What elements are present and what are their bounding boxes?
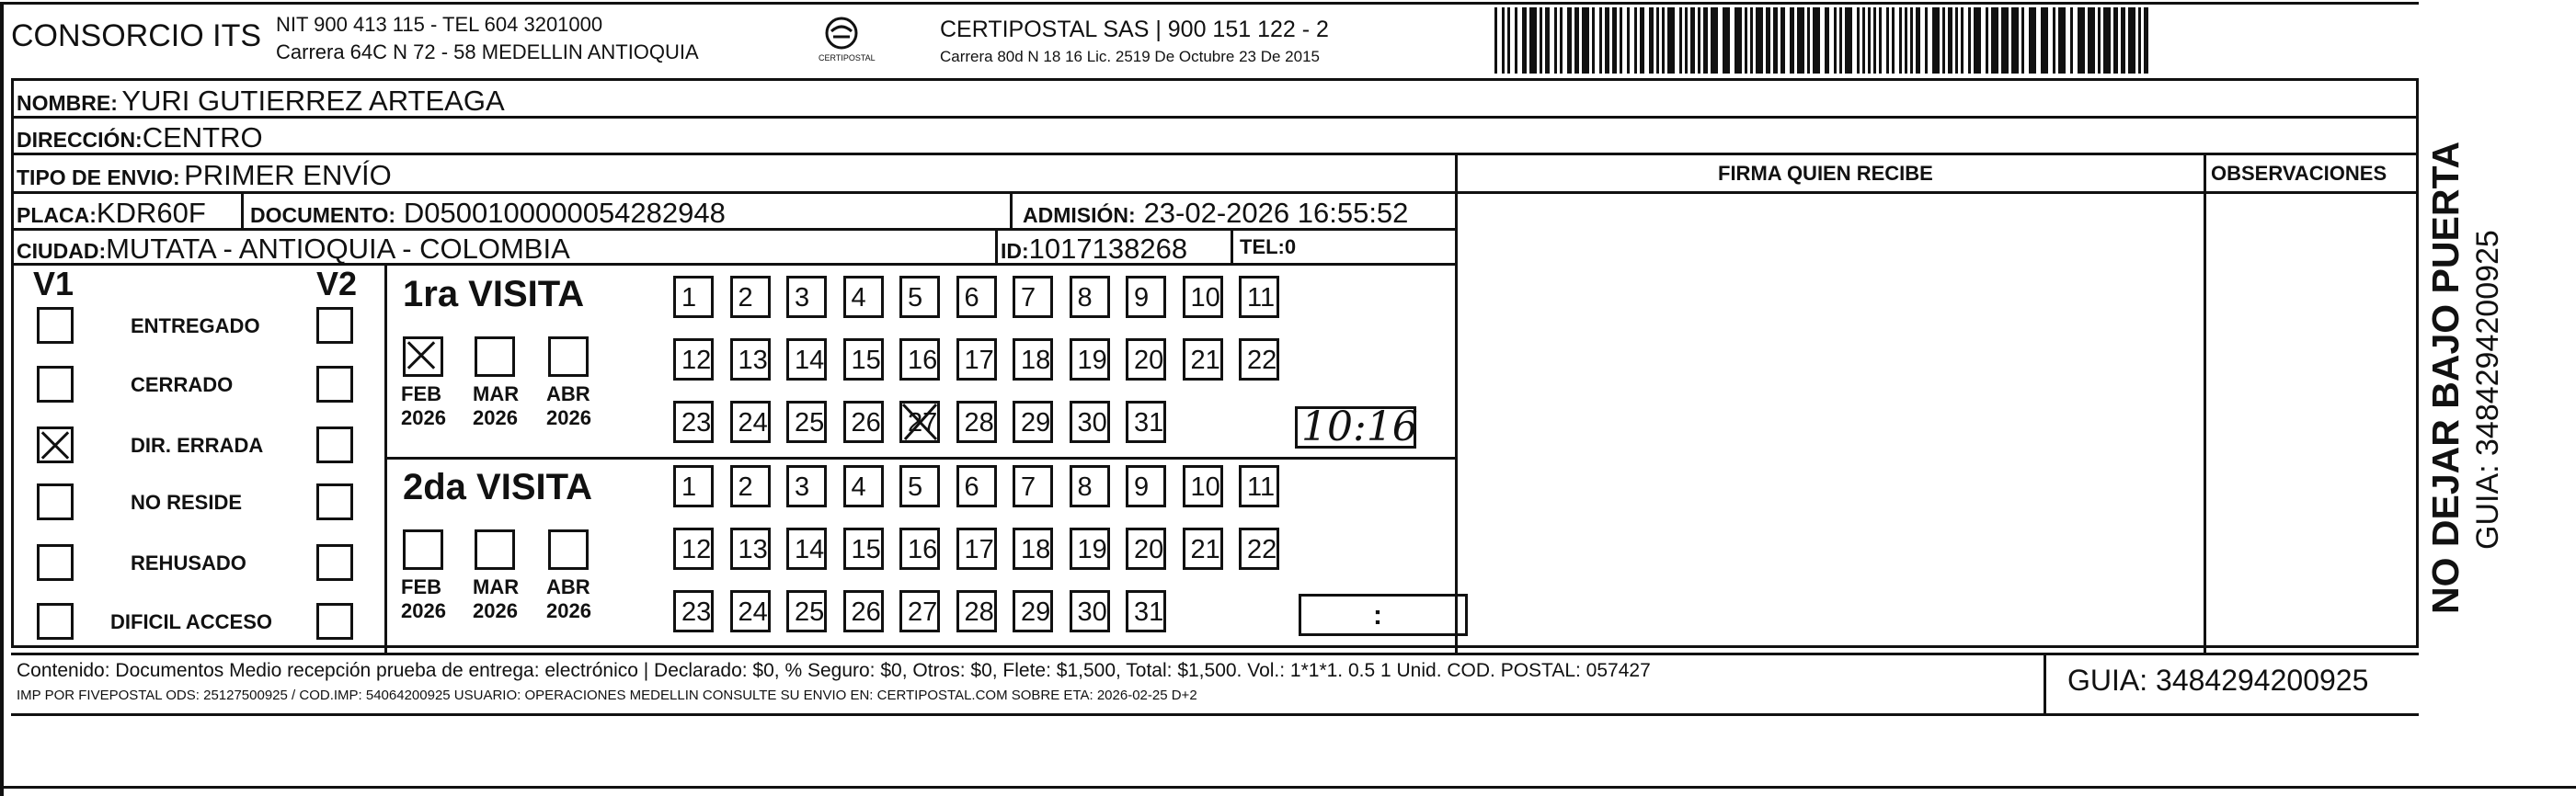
visit2-day-7[interactable]: 7 bbox=[1013, 465, 1053, 507]
ciudad-label: CIUDAD: bbox=[17, 239, 107, 263]
visit1-day-2[interactable]: 2 bbox=[730, 276, 771, 318]
direccion-label: DIRECCIÓN: bbox=[17, 128, 143, 152]
visit2-month-label: MAR bbox=[473, 575, 520, 598]
documento-label: DOCUMENTO: bbox=[250, 203, 396, 227]
visit1-month-checkbox[interactable] bbox=[403, 336, 443, 377]
visit2-day-15[interactable]: 15 bbox=[843, 528, 884, 570]
v2-checkbox[interactable] bbox=[316, 483, 353, 520]
visit2-day-16[interactable]: 16 bbox=[899, 528, 940, 570]
visit1-day-30[interactable]: 30 bbox=[1070, 401, 1110, 443]
visit2-day-5[interactable]: 5 bbox=[899, 465, 940, 507]
visit2-day-21[interactable]: 21 bbox=[1183, 528, 1223, 570]
visit2-day-25[interactable]: 25 bbox=[786, 590, 827, 632]
bottom-edge bbox=[0, 786, 2576, 789]
status-label: REHUSADO bbox=[131, 552, 246, 574]
visit1-month-label: FEB bbox=[401, 382, 441, 405]
left-edge bbox=[0, 2, 4, 796]
nombre-value: YURI GUTIERREZ ARTEAGA bbox=[121, 85, 505, 117]
visit1-day-22[interactable]: 22 bbox=[1239, 338, 1279, 381]
visit2-day-31[interactable]: 31 bbox=[1126, 590, 1166, 632]
v1-checkbox[interactable] bbox=[37, 426, 74, 463]
visit1-year-label: 2026 bbox=[473, 406, 518, 429]
v1-checkbox[interactable] bbox=[37, 307, 74, 344]
visit2-day-8[interactable]: 8 bbox=[1070, 465, 1110, 507]
barcode bbox=[1494, 7, 2157, 74]
tipo-envio-label: TIPO DE ENVIO: bbox=[17, 165, 180, 189]
visit1-month-label: ABR bbox=[546, 382, 590, 405]
visit2-day-30[interactable]: 30 bbox=[1070, 590, 1110, 632]
v1-header: V1 bbox=[33, 265, 74, 302]
visit1-day-24[interactable]: 24 bbox=[730, 401, 771, 443]
visit2-month-label: FEB bbox=[401, 575, 441, 598]
v2-checkbox[interactable] bbox=[316, 544, 353, 581]
visit1-time: 10:16 bbox=[1301, 404, 1418, 450]
visit2-day-28[interactable]: 28 bbox=[956, 590, 997, 632]
placa-value: KDR60F bbox=[96, 197, 206, 229]
visit2-day-29[interactable]: 29 bbox=[1013, 590, 1053, 632]
company-address: Carrera 64C N 72 - 58 MEDELLIN ANTIOQUIA bbox=[276, 40, 699, 63]
visit2-month-checkbox[interactable] bbox=[548, 529, 589, 570]
visit1-day-29[interactable]: 29 bbox=[1013, 401, 1053, 443]
visit1-day-9[interactable]: 9 bbox=[1126, 276, 1166, 318]
visit1-day-16[interactable]: 16 bbox=[899, 338, 940, 381]
visit2-day-12[interactable]: 12 bbox=[673, 528, 714, 570]
visit2-year-label: 2026 bbox=[546, 599, 591, 622]
footer-impresion: IMP POR FIVEPOSTAL ODS: 25127500925 / COD.IMP: 54064200925 USUARIO: OPERACIONES MEDELLIN CONSULTE SU ENVIO EN: CERTIPOSTAL.COM SOBRE ETA: 2026-02-25 D+2 bbox=[17, 688, 1197, 703]
visit1-day-15[interactable]: 15 bbox=[843, 338, 884, 381]
visit1-day-14[interactable]: 14 bbox=[786, 338, 827, 381]
v2-checkbox[interactable] bbox=[316, 426, 353, 463]
visit1-time-box[interactable] bbox=[1295, 406, 1416, 449]
visit1-title: 1ra VISITA bbox=[403, 274, 585, 314]
visit2-time-box[interactable] bbox=[1299, 594, 1468, 636]
nombre-label: NOMBRE: bbox=[17, 91, 118, 115]
status-label: ENTREGADO bbox=[131, 314, 260, 337]
tel-value: 0 bbox=[1284, 235, 1297, 258]
visit1-day-12[interactable]: 12 bbox=[673, 338, 714, 381]
tel-label: TEL: bbox=[1240, 235, 1285, 258]
status-label: DIFICIL ACCESO bbox=[110, 610, 273, 633]
visit2-month-label: ABR bbox=[546, 575, 590, 598]
visit2-month-checkbox[interactable] bbox=[475, 529, 515, 570]
visit2-year-label: 2026 bbox=[473, 599, 518, 622]
visit2-day-17[interactable]: 17 bbox=[956, 528, 997, 570]
carrier-address: Carrera 80d N 18 16 Lic. 2519 De Octubre 23 De 2015 bbox=[940, 48, 1320, 65]
v2-checkbox[interactable] bbox=[316, 603, 353, 640]
observaciones-header: OBSERVACIONES bbox=[2211, 162, 2387, 185]
documento-value: D0500100000054282948 bbox=[403, 197, 726, 229]
visit1-day-5[interactable]: 5 bbox=[899, 276, 940, 318]
visit2-day-19[interactable]: 19 bbox=[1070, 528, 1110, 570]
visit1-day-13[interactable]: 13 bbox=[730, 338, 771, 381]
visit1-month-label: MAR bbox=[473, 382, 520, 405]
id-value: 1017138268 bbox=[1028, 233, 1188, 265]
visit1-day-4[interactable]: 4 bbox=[843, 276, 884, 318]
company-name: CONSORCIO ITS bbox=[11, 18, 262, 53]
visit2-day-20[interactable]: 20 bbox=[1126, 528, 1166, 570]
visit1-day-18[interactable]: 18 bbox=[1013, 338, 1053, 381]
visit1-day-27[interactable]: 27 bbox=[899, 401, 940, 443]
visit2-day-3[interactable]: 3 bbox=[786, 465, 827, 507]
certipostal-logo bbox=[809, 13, 874, 68]
visit2-day-27[interactable]: 27 bbox=[899, 590, 940, 632]
visit2-title: 2da VISITA bbox=[403, 467, 592, 507]
visit1-day-11[interactable]: 11 bbox=[1239, 276, 1279, 318]
ciudad-value: MUTATA - ANTIOQUIA - COLOMBIA bbox=[106, 233, 570, 265]
visit1-day-21[interactable]: 21 bbox=[1183, 338, 1223, 381]
no-dejar-warning: NO DEJAR BAJO PUERTA bbox=[2424, 141, 2467, 614]
visit2-time: : bbox=[1373, 600, 1382, 631]
visit2-year-label: 2026 bbox=[401, 599, 446, 622]
admision-value: 23-02-2026 16:55:52 bbox=[1143, 197, 1409, 229]
footer-contenido: Contenido: Documentos Medio recepción prueba de entrega: electrónico | Declarado: $0, % Seguro: $0, Otros: $0, Flete: $1,500, Total: $1,500. Vol.: 1*1*1. 0.5 1 Unid. COD. POSTAL: 057427 bbox=[17, 660, 1651, 681]
admision-label: ADMISIÓN: bbox=[1023, 203, 1136, 227]
visit2-day-14[interactable]: 14 bbox=[786, 528, 827, 570]
v1-checkbox[interactable] bbox=[37, 483, 74, 520]
status-label: DIR. ERRADA bbox=[131, 434, 264, 457]
company-nit: NIT 900 413 115 - TEL 604 3201000 bbox=[276, 13, 603, 36]
v1-checkbox[interactable] bbox=[37, 366, 74, 403]
visit1-day-23[interactable]: 23 bbox=[673, 401, 714, 443]
visit2-day-13[interactable]: 13 bbox=[730, 528, 771, 570]
day-check-mark bbox=[899, 401, 940, 443]
visit2-day-10[interactable]: 10 bbox=[1183, 465, 1223, 507]
visit1-year-label: 2026 bbox=[546, 406, 591, 429]
visit2-day-1[interactable]: 1 bbox=[673, 465, 714, 507]
visit1-day-25[interactable]: 25 bbox=[786, 401, 827, 443]
visit2-day-18[interactable]: 18 bbox=[1013, 528, 1053, 570]
visit2-day-4[interactable]: 4 bbox=[843, 465, 884, 507]
v2-checkbox[interactable] bbox=[316, 307, 353, 344]
visit2-day-23[interactable]: 23 bbox=[673, 590, 714, 632]
visit2-day-2[interactable]: 2 bbox=[730, 465, 771, 507]
visit1-day-3[interactable]: 3 bbox=[786, 276, 827, 318]
id-label: ID: bbox=[1001, 239, 1029, 263]
visit2-day-24[interactable]: 24 bbox=[730, 590, 771, 632]
visit1-day-8[interactable]: 8 bbox=[1070, 276, 1110, 318]
v1-checkbox[interactable] bbox=[37, 603, 74, 640]
visit1-day-10[interactable]: 10 bbox=[1183, 276, 1223, 318]
visit1-day-7[interactable]: 7 bbox=[1013, 276, 1053, 318]
visit1-day-1[interactable]: 1 bbox=[673, 276, 714, 318]
v2-checkbox[interactable] bbox=[316, 366, 353, 403]
visit2-month-checkbox[interactable] bbox=[403, 529, 443, 570]
visit1-year-label: 2026 bbox=[401, 406, 446, 429]
visit1-month-checkbox[interactable] bbox=[548, 336, 589, 377]
status-label: NO RESIDE bbox=[131, 491, 243, 514]
visit1-day-28[interactable]: 28 bbox=[956, 401, 997, 443]
status-label: CERRADO bbox=[131, 373, 234, 396]
logo-text: CERTIPOSTAL bbox=[819, 53, 876, 63]
visit1-day-17[interactable]: 17 bbox=[956, 338, 997, 381]
visit1-day-6[interactable]: 6 bbox=[956, 276, 997, 318]
visit1-day-20[interactable]: 20 bbox=[1126, 338, 1166, 381]
visit2-day-6[interactable]: 6 bbox=[956, 465, 997, 507]
visit1-day-19[interactable]: 19 bbox=[1070, 338, 1110, 381]
visit1-day-31[interactable]: 31 bbox=[1126, 401, 1166, 443]
visit2-day-26[interactable]: 26 bbox=[843, 590, 884, 632]
placa-label: PLACA: bbox=[17, 203, 97, 227]
v1-checkbox[interactable] bbox=[37, 544, 74, 581]
side-guia: GUIA: 3484294200925 bbox=[2470, 230, 2505, 550]
firma-header: FIRMA QUIEN RECIBE bbox=[1718, 162, 1933, 185]
visit2-day-9[interactable]: 9 bbox=[1126, 465, 1166, 507]
visit1-month-checkbox[interactable] bbox=[475, 336, 515, 377]
tipo-envio-value: PRIMER ENVÍO bbox=[184, 159, 392, 191]
visit1-day-26[interactable]: 26 bbox=[843, 401, 884, 443]
v2-header: V2 bbox=[316, 265, 358, 302]
direccion-value: CENTRO bbox=[142, 121, 263, 154]
carrier-info: CERTIPOSTAL SAS | 900 151 122 - 2 bbox=[940, 17, 1329, 42]
footer-guia: GUIA: 3484294200925 bbox=[2067, 664, 2369, 697]
visit2-day-11[interactable]: 11 bbox=[1239, 465, 1279, 507]
visit2-day-22[interactable]: 22 bbox=[1239, 528, 1279, 570]
top-rule bbox=[0, 2, 2419, 5]
